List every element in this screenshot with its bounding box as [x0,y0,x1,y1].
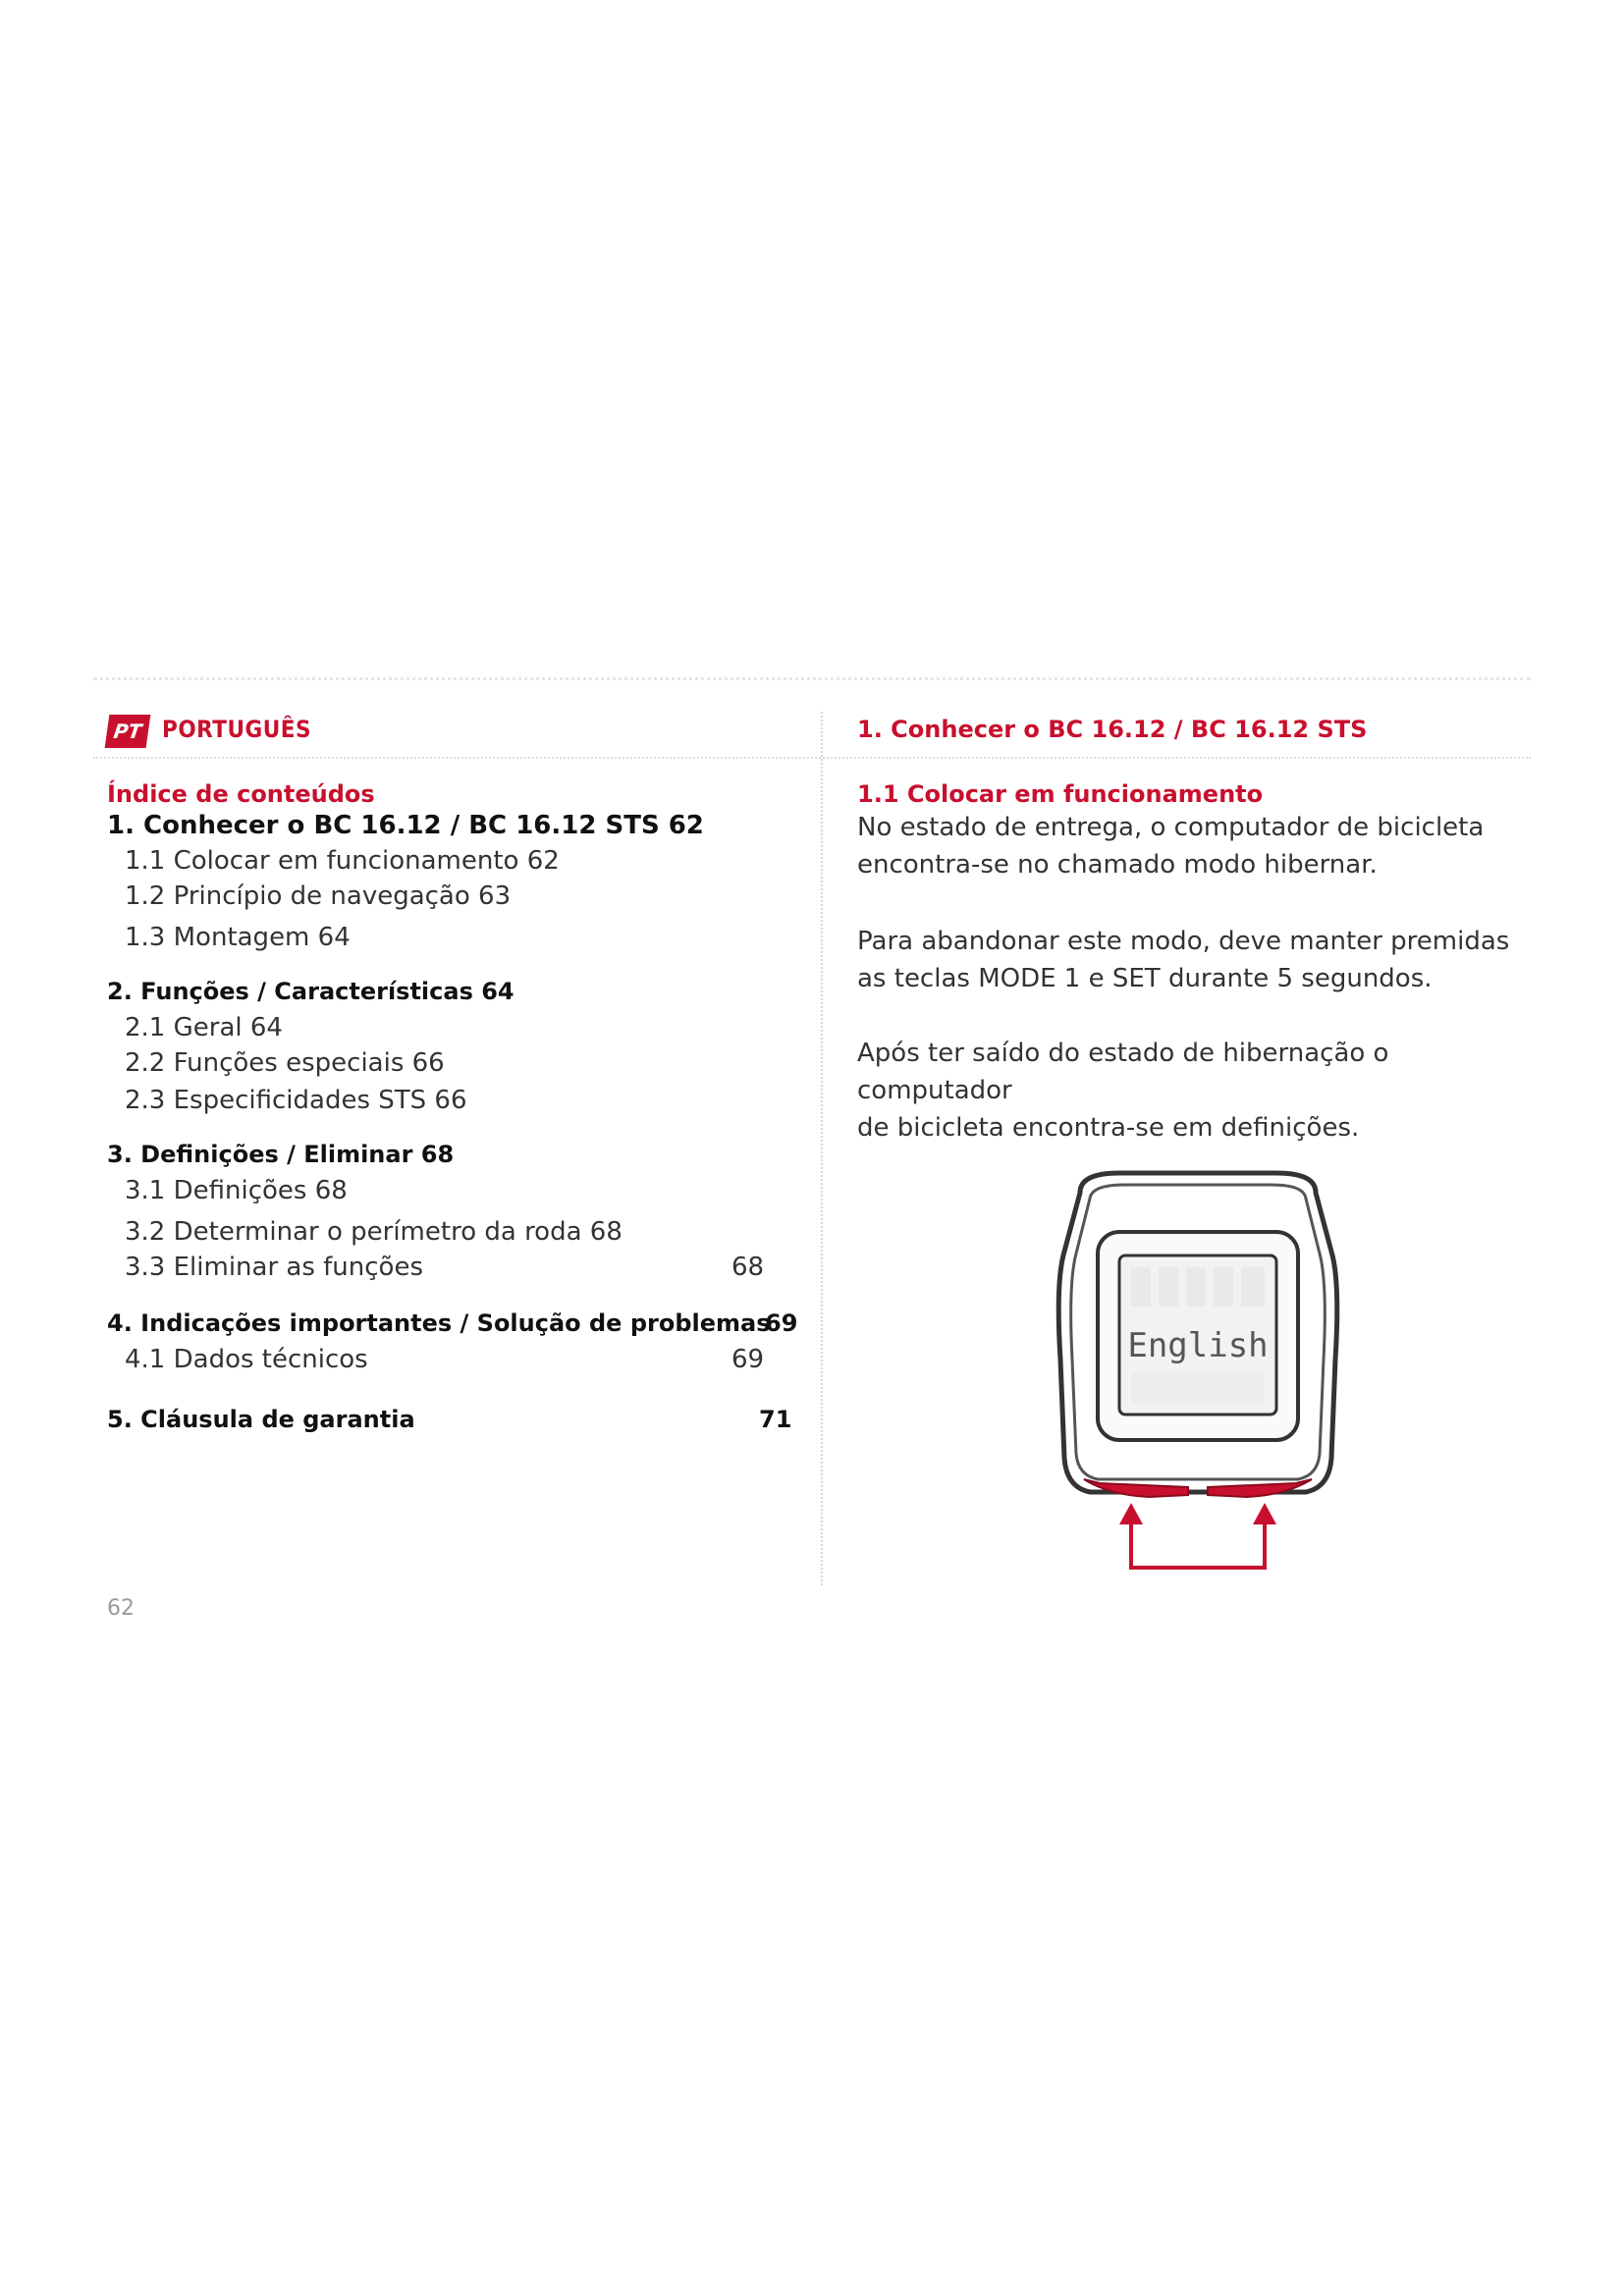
paragraph-2 [857,923,1544,997]
section-title: 1.1 Colocar em funcionamento [857,780,1264,808]
toc-item-3-1: 3.1 Definições 68 [125,1176,348,1205]
arrow-up-right-icon [1253,1503,1276,1524]
toc-page-5: 71 [759,1406,792,1433]
toc-item-5: 5. Cláusula de garantia [107,1406,415,1433]
paragraph-1-line-1: No estado de entrega, o computador de bicicleta [857,813,1485,842]
bike-computer-illustration [1041,1163,1355,1575]
toc-item-2-2: 2.2 Funções especiais 66 [125,1048,445,1078]
toc-item-2: 2. Funções / Características 64 [107,978,514,1005]
toc-item-1-2: 1.2 Princípio de navegação 63 [125,881,512,911]
paragraph-3-line-2: de bicicleta encontra-se em definições. [857,1113,1360,1143]
toc-title: Índice de conteúdos [107,780,375,808]
paragraph-1-line-2: encontra-se no chamado modo hibernar. [857,850,1378,880]
toc-item-3-3: 3.3 Eliminar as funções [125,1253,424,1282]
toc-item-2-1: 2.1 Geral 64 [125,1013,283,1042]
toc-item-1-3: 1.3 Montagem 64 [125,923,351,952]
paragraph-1 [857,809,1544,883]
press-both-arrows-icon [1131,1517,1265,1568]
right-header-title: 1. Conhecer o BC 16.12 / BC 16.12 STS [857,716,1368,743]
toc-page-4-1: 69 [731,1345,765,1374]
toc-item-4: 4. Indicações importantes / Solução de problemas [107,1309,771,1337]
language-title: PORTUGUÊS [162,716,312,743]
toc-item-2-3: 2.3 Especificidades STS 66 [125,1086,467,1115]
toc-page-3-3: 68 [731,1253,765,1282]
column-divider [821,712,823,1585]
paragraph-3 [857,1035,1544,1147]
paragraph-2-line-2: as teclas MODE 1 e SET durante 5 segundos. [857,964,1433,993]
toc-item-1-1: 1.1 Colocar em funcionamento 62 [125,846,560,876]
toc-item-3: 3. Definições / Eliminar 68 [107,1141,455,1168]
toc-page-4: 69 [765,1309,798,1337]
paragraph-2-line-1: Para abandonar este modo, deve manter premidas [857,927,1510,956]
header-dotted-rule [93,757,1531,759]
toc-item-1: 1. Conhecer o BC 16.12 / BC 16.12 STS 62 [107,811,704,840]
paragraph-3-line-1: Após ter saído do estado de hibernação o computador [857,1039,1389,1105]
page-number: 62 [107,1596,135,1621]
lcd-text: English [1127,1326,1269,1365]
toc-item-4-1: 4.1 Dados técnicos [125,1345,368,1374]
toc-item-3-2: 3.2 Determinar o perímetro da roda 68 [125,1217,623,1247]
language-badge: PT [105,715,151,748]
top-dotted-rule [93,677,1531,680]
arrow-up-left-icon [1119,1503,1143,1524]
